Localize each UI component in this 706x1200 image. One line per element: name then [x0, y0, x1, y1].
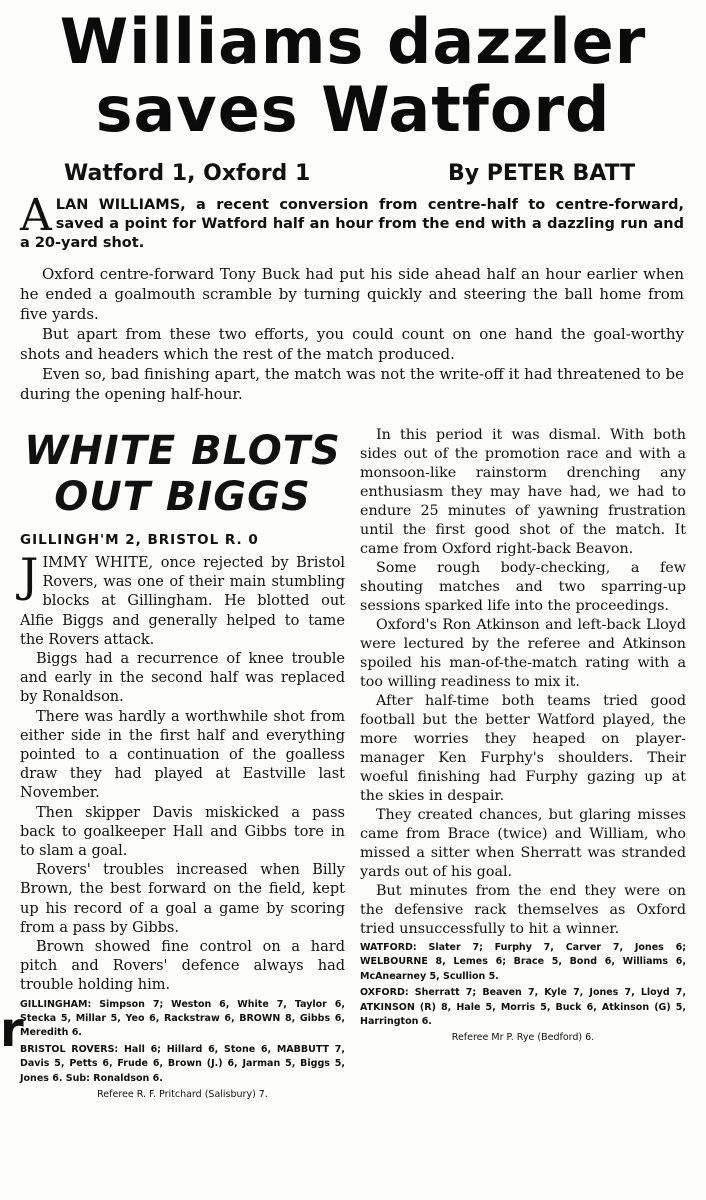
second-paragraph: Biggs had a recurrence of knee trouble and early in the second half was replaced by Ronaldson. — [20, 651, 345, 706]
lead-drop-cap: A — [20, 190, 52, 241]
second-headline — [20, 428, 345, 520]
main-paragraph: After half-time both teams tried good football but the better Watford played, the more worries they heaped on player-manager Ken Furphy's shoulders. Their woeful finishing had Furphy gazing up at the skies in despair. — [360, 693, 686, 804]
main-referee: Referee Mr P. Rye (Bedford) 6. — [451, 1032, 595, 1044]
main-paragraph: Oxford centre-forward Tony Buck had put his side ahead half an hour earlier when he ended a goalmouth scramble by turning quickly and steering the ball home from five yards. — [20, 265, 684, 323]
main-headline-line1: Williams dazzler — [59, 5, 647, 78]
second-headline-line2: OUT BIGGS — [54, 474, 311, 520]
main-paragraph: In this period it was dismal. With both sides out of the promotion race and with a monsoon-like rainstorm drenching any enthusiasm they may have had, we had to endure 25 minutes of yawning frustration until the first good shot of the match. It came from Oxford right-back Beavon. — [360, 427, 686, 557]
main-headline-line2: saves Watford — [95, 73, 611, 146]
match-score: Watford 1, Oxford 1 — [64, 161, 311, 186]
second-article — [20, 428, 345, 1103]
lineup-bristol: BRISTOL ROVERS: Hall 6; Hillard 6, Stone 6, MABBUTT 7, Davis 5, Petts 6, Frude 6, Brown (J.) 6, Jarman 5, Biggs 5, Jones 6. Sub: Ronaldson 6. — [20, 1043, 345, 1084]
main-paragraph: Oxford's Ron Atkinson and left-back Lloyd were lectured by the referee and Atkinson spoiled his man-of-the-match rating with a too willing readiness to mix it. — [360, 617, 686, 690]
lead-text: LAN WILLIAMS, a recent conversion from centre-half to centre-forward, saved a point for Watford half an hour from the end with a dazzling run and a 20-yard shot. — [20, 197, 684, 251]
second-drop-cap: J — [20, 548, 39, 602]
main-paragraph: Even so, bad finishing apart, the match was not the write-off it had threatened to be during the opening half-hour. — [20, 365, 684, 403]
main-paragraph: Some rough body-checking, a few shouting matches and two sparring-up sessions sparked life into the proceedings. — [360, 560, 686, 614]
main-paragraph: But apart from these two efforts, you could count on one hand the goal-worthy shots and headers which the rest of the match produced. — [20, 325, 684, 363]
second-paragraph: Then skipper Davis miskicked a pass back to goalkeeper Hall and Gibbs tore in to slam a goal. — [20, 804, 345, 860]
lineup-watford: WATFORD: Slater 7; Furphy 7, Carver 7, Jones 6; WELBOURNE 8, Lemes 6; Brace 5, Bond 6, Williams 6, McAnearney 5, Scullion 5. — [360, 942, 686, 982]
lineup-gillingham: GILLINGHAM: Simpson 7; Weston 6, White 7, Taylor 6, Stecka 5, Millar 5, Yeo 6, Rackstraw 6, BROWN 8, Gibbs 6, Meredith 6. — [20, 998, 345, 1039]
second-match-score: GILLINGH'M 2, BRISTOL R. 0 — [20, 532, 259, 548]
lead-paragraph — [20, 190, 684, 253]
lineup-oxford: OXFORD: Sherratt 7; Beaven 7, Kyle 7, Jones 7, Lloyd 7, ATKINSON (R) 8, Hale 5, Morris 5, Buck 6, Atkinson (G) 5, Harrington 6. — [360, 987, 686, 1028]
byline: By PETER BATT — [448, 161, 636, 186]
second-paragraph: Rovers' troubles increased when Billy Brown, the best forward on the field, kept up his record of a goal a game by scoring from a pass by Gibbs. — [20, 862, 345, 936]
main-headline — [0, 5, 706, 146]
second-headline-line1: WHITE BLOTS — [24, 428, 341, 474]
main-paragraph: They created chances, but glaring misses came from Brace (twice) and William, who missed a sitter when Sherratt was stranded yards out of his goal. — [360, 807, 686, 880]
adjacent-column-fragment: r — [0, 1002, 24, 1058]
main-paragraph: But minutes from the end they were on the defensive rack themselves as Oxford tried unsuccessfully to hit a winner. — [360, 883, 686, 937]
second-referee: Referee R. F. Pritchard (Salisbury) 7. — [97, 1089, 268, 1101]
second-paragraph: There was hardly a worthwhile shot from either side in the first half and everything pointed to a continuation of the goalless draw they had played at Eastville last November. — [20, 708, 345, 802]
main-article-body — [20, 264, 684, 404]
second-lead-text: IMMY WHITE, once rejected by Bristol Rovers, was one of their main stumbling blocks at Gillingham. He blotted out Alfie Biggs and generally helped to tame the Rovers attack. — [20, 555, 345, 648]
second-paragraph: Brown showed fine control on a hard pitch and Rovers' defence always had trouble holding him. — [20, 939, 345, 994]
second-lead-paragraph — [20, 548, 345, 650]
main-article-continued — [360, 426, 686, 1046]
